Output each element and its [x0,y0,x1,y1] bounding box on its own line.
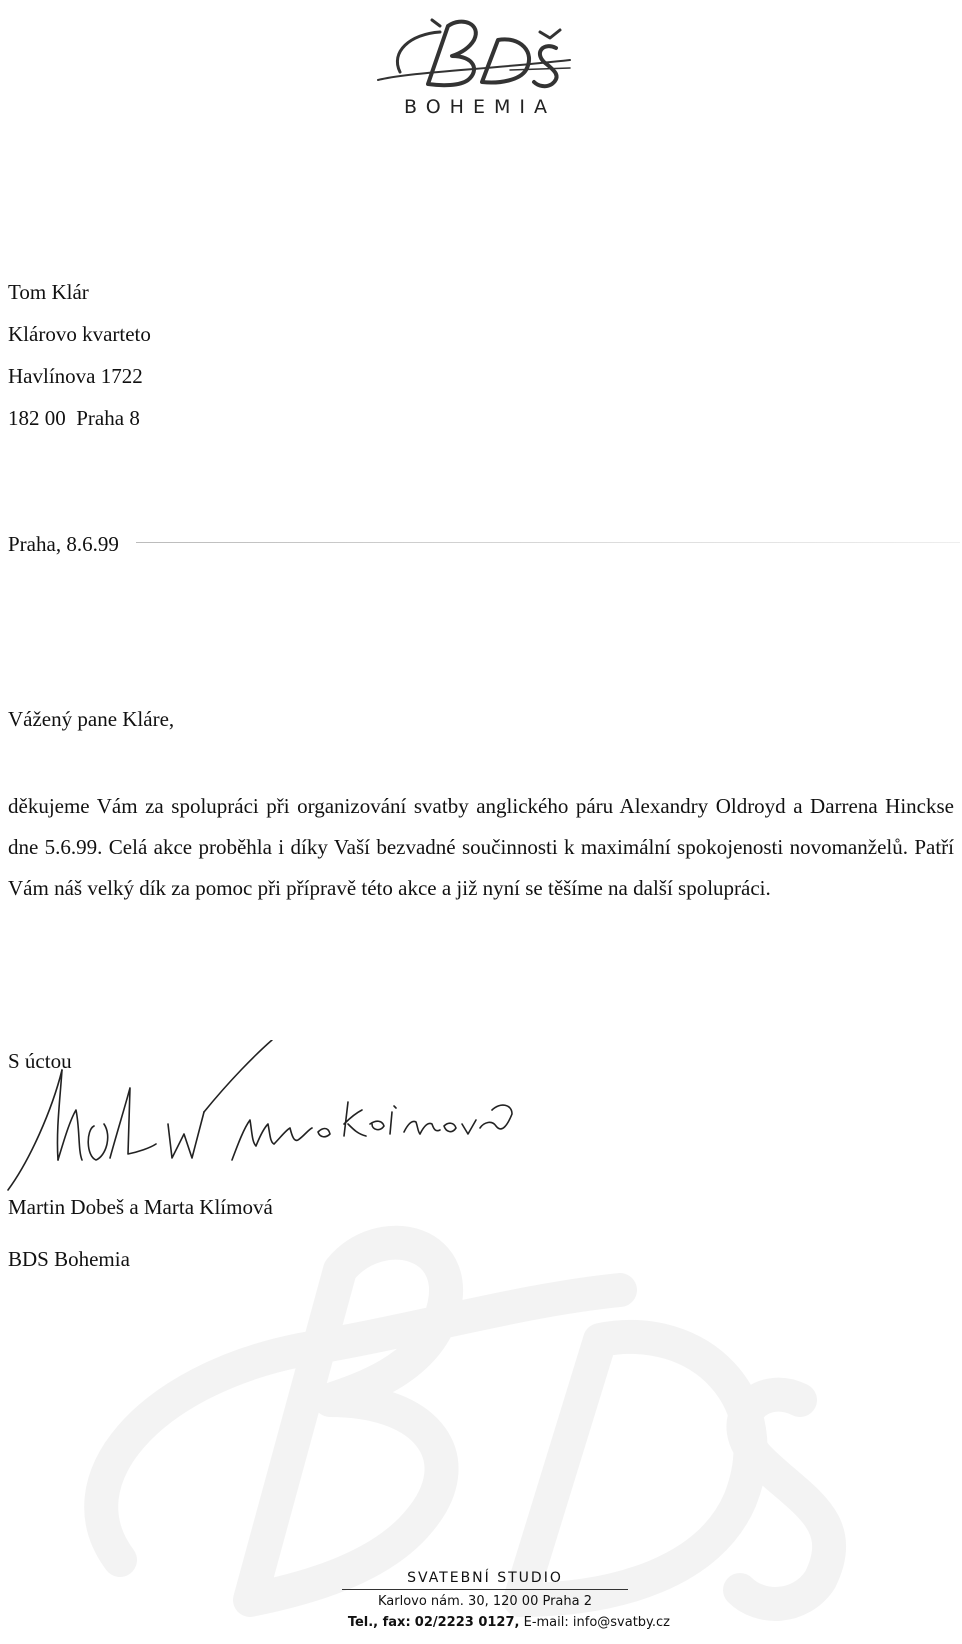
footer-contact [300,1615,670,1630]
date-line: Praha, 8.6.99 [8,532,119,556]
footer-email: info@svatby.cz [572,1615,670,1630]
salutation: Vážený pane Kláre, [8,707,175,731]
recipient-address [8,271,151,439]
footer-title: SVATEBNÍ STUDIO [342,1570,628,1590]
recipient-city: 182 00 Praha 8 [8,406,140,430]
recipient-organization: Klárovo kvarteto [8,322,151,346]
letter-body: děkujeme Vám za spolupráci při organizování svatby anglického páru Alexandry Oldroyd a Darrena Hinckse dne 5.6.99. Celá akce proběhla i díky Vaší bezvadné součinnosti k maximální spokojenosti novomanželů. Patří Vám náš velký dík za pomoc při přípravě této akce a již nyní se těšíme na další spolupráci. [8,794,954,900]
closing: S úctou [8,1049,72,1073]
recipient-street: Havlínova 1722 [8,364,143,388]
signer-company: BDS Bohemia [8,1247,130,1271]
signer-names: Martin Dobeš a Marta Klímová [8,1195,273,1219]
logo-text: BDS [370,12,372,13]
footer-email-label: E-mail: [523,1615,569,1630]
footer-phone-label: Tel., fax: [347,1615,411,1630]
footer-phone: 02/2223 0127, [414,1615,520,1630]
recipient-name: Tom Klár [8,280,89,304]
handwritten-signature [0,1040,520,1200]
letterhead-footer [300,1570,670,1630]
date-divider [136,542,960,543]
footer-address: Karlovo nám. 30, 120 00 Praha 2 [377,1594,593,1609]
brand-name: BOHEMIA [404,96,556,118]
signers-block [8,1181,273,1285]
